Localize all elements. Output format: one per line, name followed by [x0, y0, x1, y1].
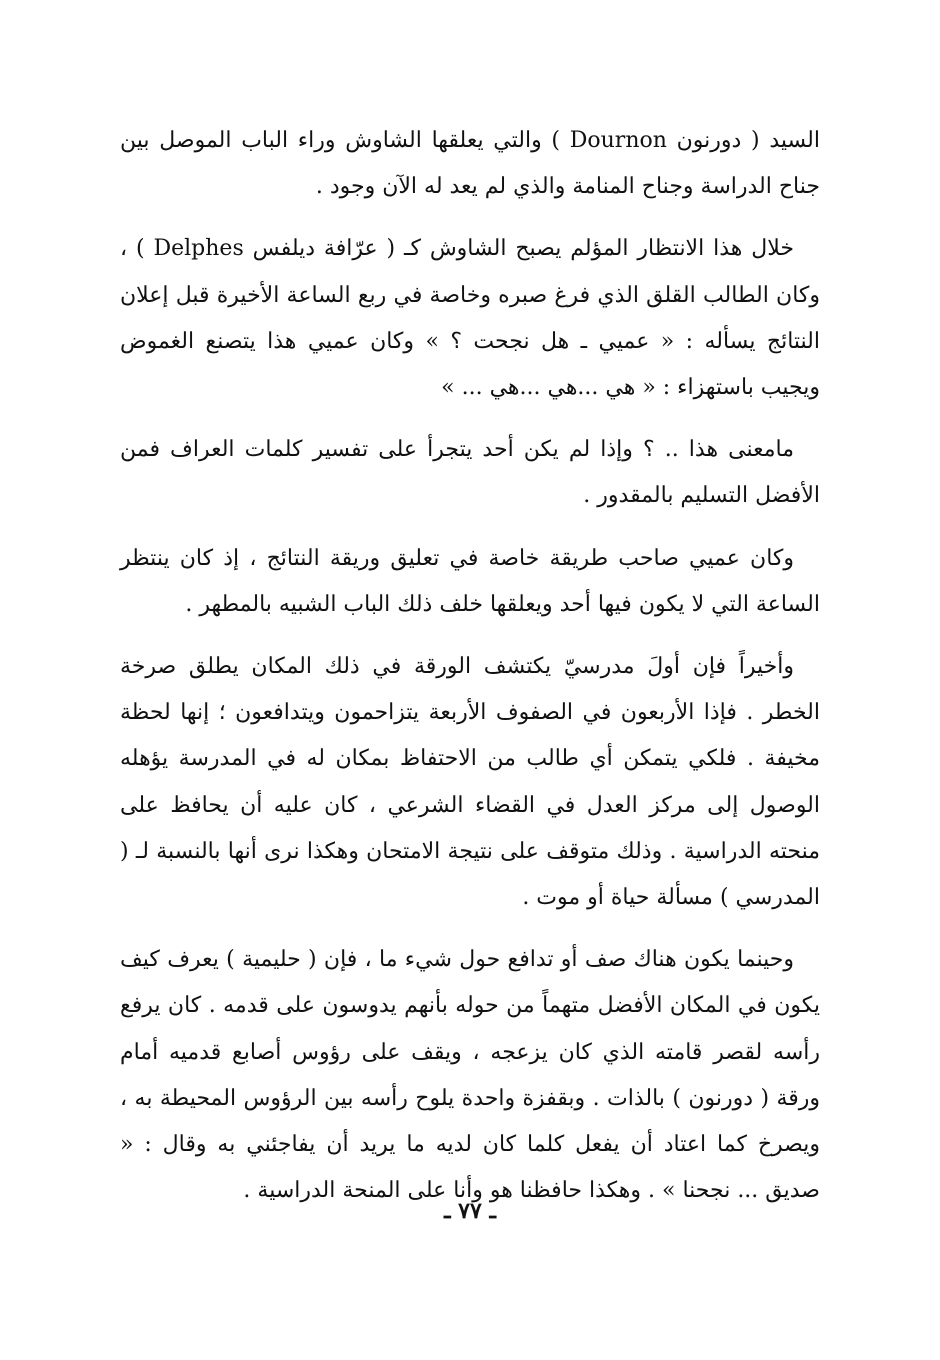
paragraph-meaning: مامعنى هذا .. ؟ وإذا لم يكن أحد يتجرأ على تفسير كلمات العراف فمن الأفضل التسليم بالمقدور . [120, 437, 820, 509]
body-text [120, 118, 820, 1230]
paragraph-halimiya: وحينما يكون هناك صف أو تدافع حول شيء ما ، فإن ( حليمية ) يعرف كيف يكون في المكان الأفضل متهماً من حوله بأنهم يدوسون على قدمه . كان يرفع رأسه لقصر قامته الذي كان يزعجه ، ويقف على رؤوس أصابع قدميه أمام ورقة ( دورنون ) بالذات . وبقفزة واحدة يلوح رأسه بين الرؤوس المحيطة به ، ويصرخ كما اعتاد أن يفعل كلما كان لديه ما يريد أن يفاجئني به وقال : « صديق ... نجحنا » . وهكذا حافظنا هو وأنا على المنحة الدراسية . [120, 947, 820, 1204]
paragraph-results-sheet: وكان عميي صاحب طريقة خاصة في تعليق وريقة النتائج ، إذ كان ينتظر الساعة التي لا يكون فيها أحد ويعلقها خلف ذلك الباب الشبيه بالمطهر . [120, 545, 820, 617]
paragraph-delphes: خلال هذا الانتظار المؤلم يصبح الشاوش كـ ( عرّافة ديلفس Delphes ) ، وكان الطالب القلق الذي فرغ صبره وخاصة في ربع الساعة الأخيرة قبل إعلان النتائج يسأله : « عميي ـ هل نجحت ؟ » وكان عميي هذا يتصنع الغموض ويجيب باستهزاء : « هي ...هي ...هي ... » [120, 236, 820, 401]
page-number: ـ ٧٧ ـ [444, 1198, 496, 1224]
paragraph-continuation: السيد ( دورنون Dournon ) والتي يعلقها الشاوش وراء الباب الموصل بين جناح الدراسة وجناح المنامة والذي لم يعد له الآن وجود . [120, 128, 820, 200]
paragraph-danger-cry: وأخيراً فإن أولَ مدرسيّ يكتشف الورقة في ذلك المكان يطلق صرخة الخطر . فإذا الأربعون في الصفوف الأربعة يتزاحمون ويتدافعون ؛ إنها لحظة مخيفة . فلكي يتمكن أي طالب من الاحتفاظ بمكان له في المدرسة يؤهله الوصول إلى مركز العدل في القضاء الشرعي ، كان عليه أن يحافظ على منحته الدراسية . وذلك متوقف على نتيجة الامتحان وهكذا نرى أنها بالنسبة لـ ( المدرسي ) مسألة حياة أو موت . [120, 654, 820, 911]
